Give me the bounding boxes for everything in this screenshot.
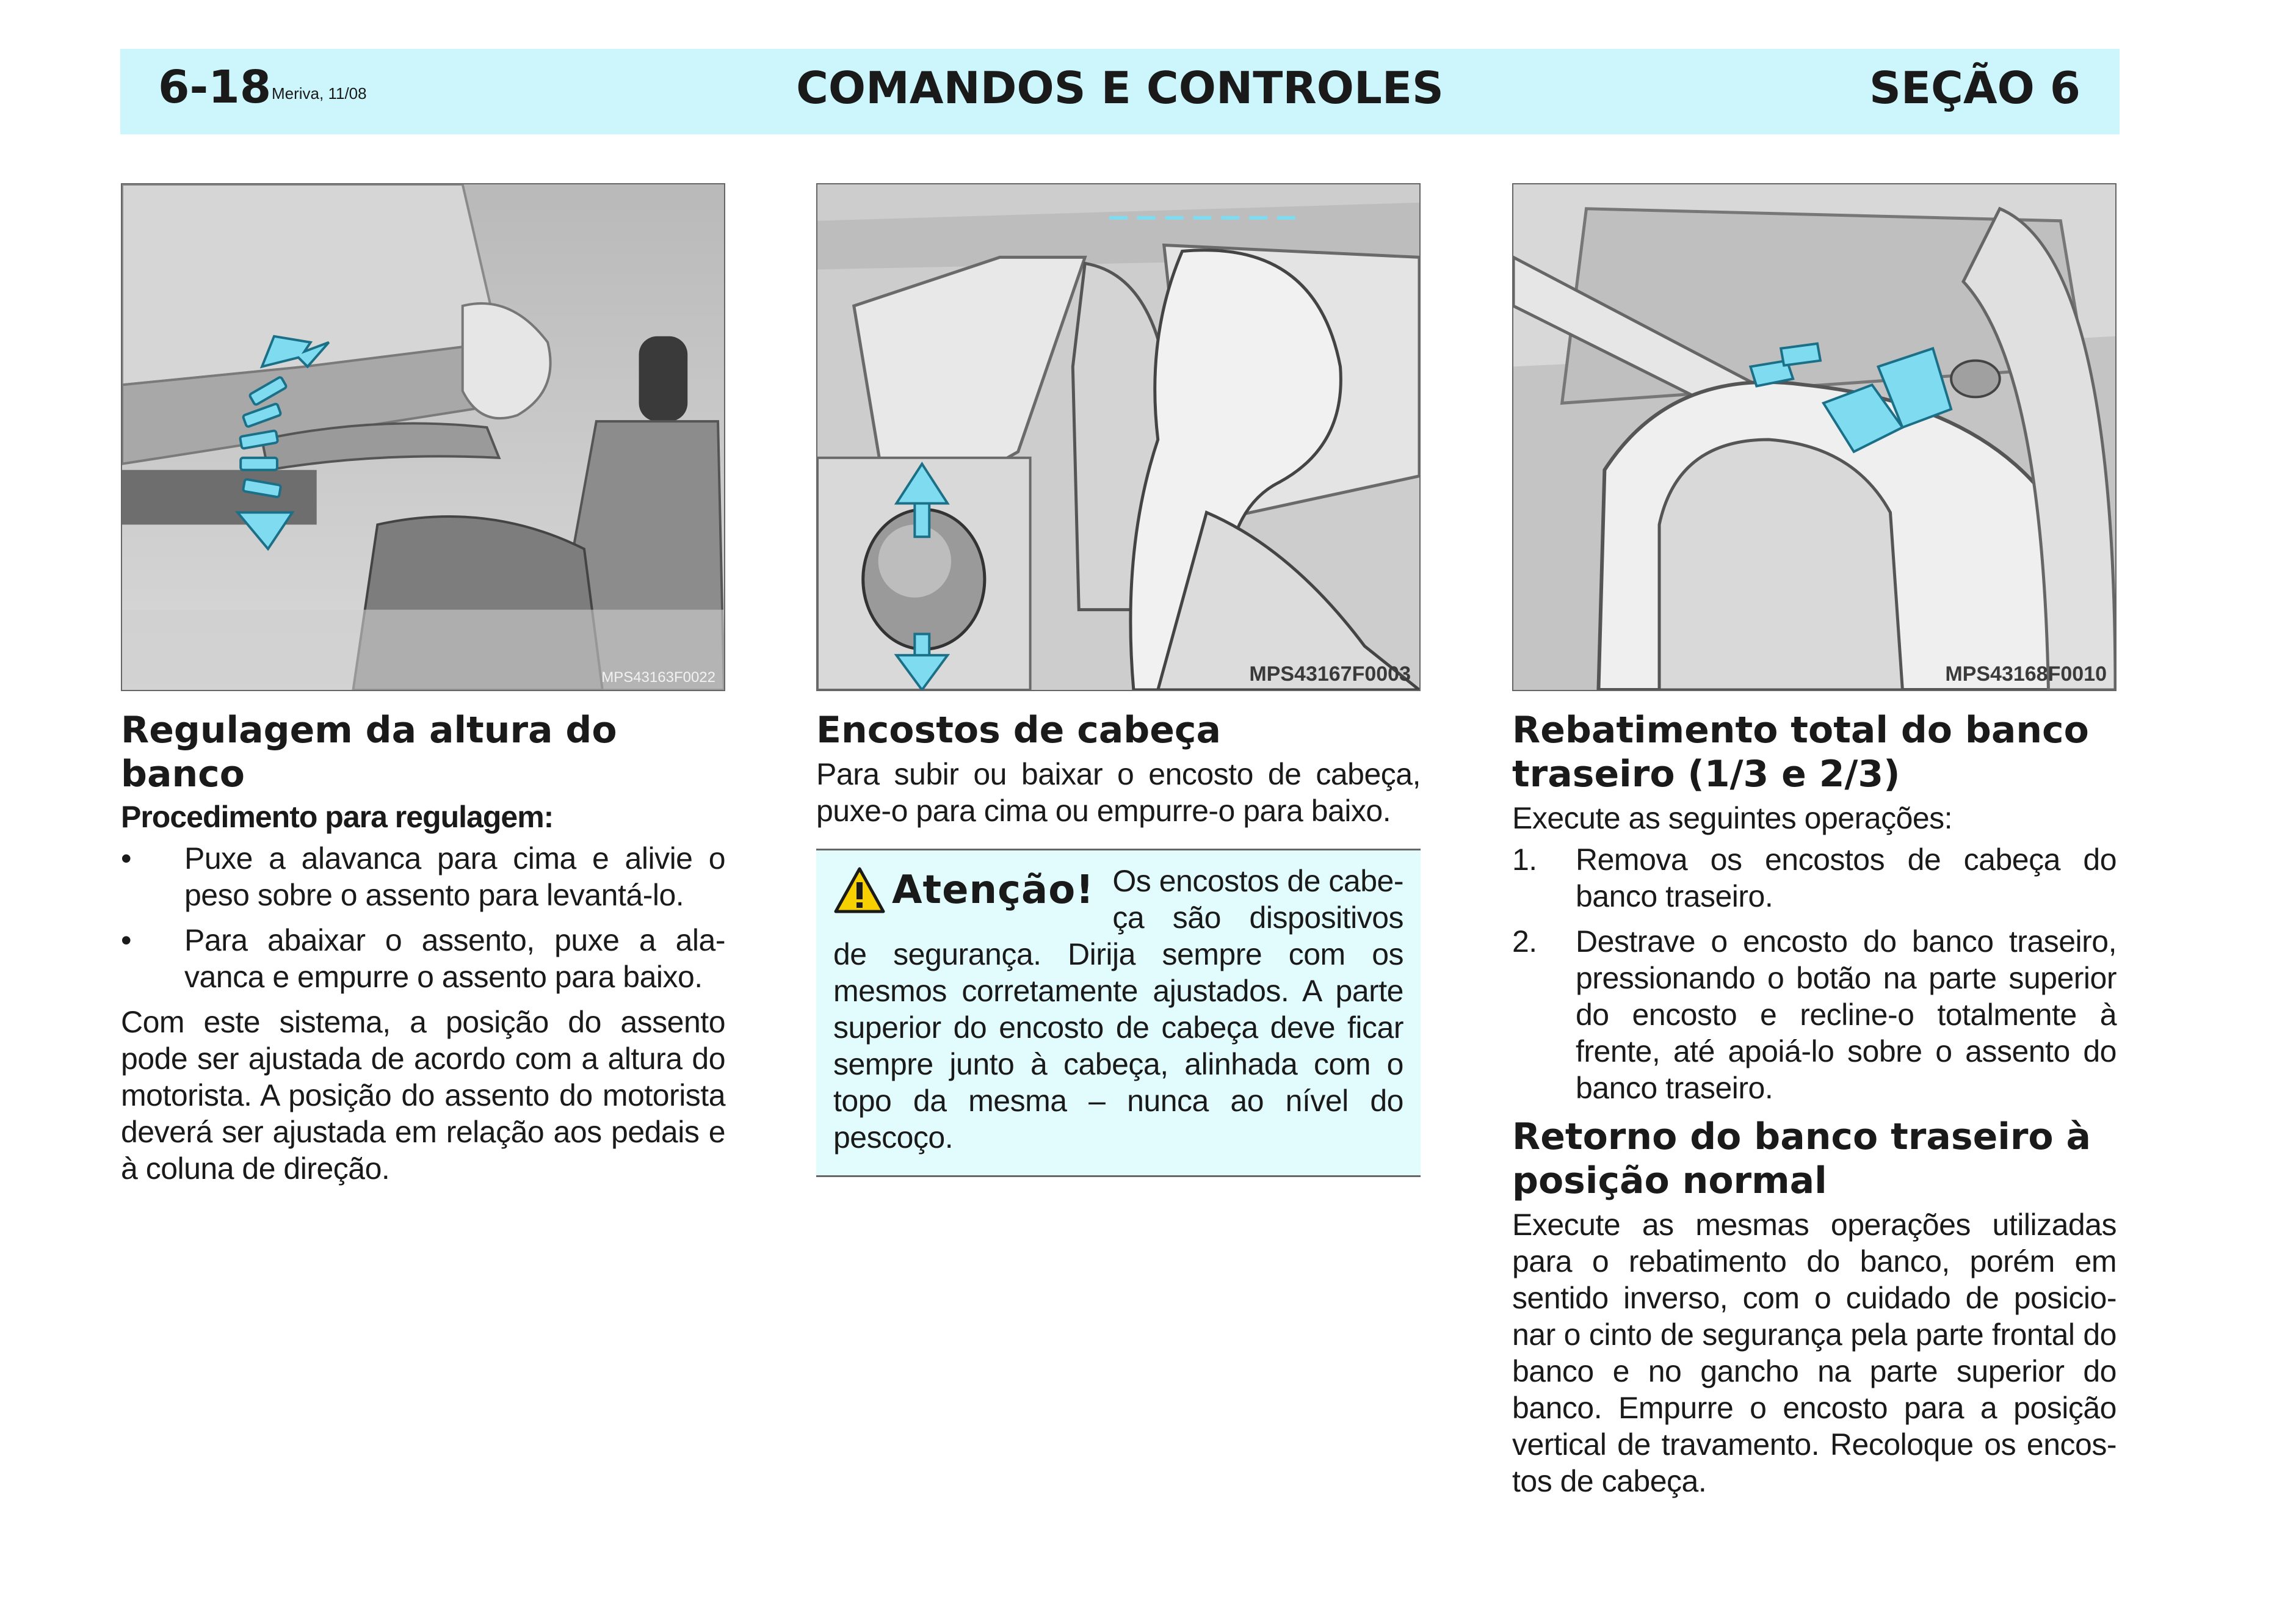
section-heading-2: Retorno do banco traseiro à posição normal bbox=[1512, 1115, 2091, 1202]
section-label: SEÇÃO 6 bbox=[1869, 62, 2080, 114]
figure-code: MPS43167F0003 bbox=[1249, 662, 1411, 686]
list-item: • Para abaixar o assento, puxe a ala-vanca e empurre o assento para baixo. bbox=[121, 923, 725, 994]
column-rear-seat bbox=[1512, 183, 2117, 1499]
body-paragraph: Execute as mesmas operações utilizadas para o rebatimento do banco, porém em sentido inverso, com o cuidado de posicio-nar o cinto de segurança pela parte frontal do banco e no gancho na parte superior do banco. Empurre o encosto para a posição vertical de travamento. Recoloque os encos-tos de cabeça. bbox=[1512, 1208, 2117, 1498]
steps-list bbox=[1512, 841, 2117, 1106]
seat-lever-drawing bbox=[122, 184, 724, 690]
seat-height-illustration bbox=[121, 183, 725, 691]
warning-triangle-icon bbox=[833, 866, 886, 914]
section-heading: Regulagem da altura do banco bbox=[121, 709, 617, 796]
figure-code: MPS43168F0010 bbox=[1945, 662, 2107, 686]
head-restraint-illustration bbox=[816, 183, 1421, 691]
warning-label: Atenção! bbox=[892, 868, 1095, 913]
page-number: 6-18 bbox=[158, 61, 272, 114]
procedure-list bbox=[121, 840, 725, 995]
list-item: 2. Destrave o encosto do banco traseiro, pressionando o botão na parte superior do encosto e recline-o totalmente à frente, até apoiá-lo sobre o assento do banco traseiro. bbox=[1512, 924, 2117, 1105]
step-number: 1. bbox=[1512, 843, 1537, 877]
bullet-marker: • bbox=[121, 923, 132, 957]
body-paragraph: Para subir ou baixar o encosto de cabeça, puxe-o para cima ou empurre-o para baixo. bbox=[816, 757, 1421, 828]
page-title: COMANDOS E CONTROLES bbox=[796, 62, 1444, 114]
intro-text: Execute as seguintes operações: bbox=[1512, 801, 1953, 835]
list-item: 1. Remova os encostos de cabeça do banco traseiro. bbox=[1512, 843, 2117, 913]
rear-seat-illustration bbox=[1512, 183, 2117, 691]
figure-code: MPS43163F0022 bbox=[601, 669, 715, 686]
head-restraint-drawing bbox=[817, 184, 1419, 690]
section-heading: Encostos de cabeça bbox=[816, 709, 1221, 752]
edition-label: Meriva, 11/08 bbox=[272, 84, 367, 103]
procedure-subheading: Procedimento para regulagem: bbox=[121, 800, 554, 834]
page-header bbox=[120, 49, 2120, 134]
section-heading: Rebatimento total do banco traseiro (1/3 e 2/3) bbox=[1512, 709, 2089, 796]
body-paragraph: Com este sistema, a posição do assento pode ser ajustada de acordo com a altura do motorista. A posição do assento do motorista deverá ser ajustada em relação aos pedais e à coluna de direção. bbox=[121, 1005, 725, 1186]
warning-header bbox=[833, 866, 1094, 914]
step-number: 2. bbox=[1512, 924, 1537, 959]
warning-box bbox=[816, 849, 1421, 1177]
list-item: • Puxe a alavanca para cima e alivie o peso sobre o assento para levantá-lo. bbox=[121, 841, 725, 912]
column-seat-height bbox=[121, 183, 725, 1187]
warning-text: Os encostos de cabe-ça são dispositivos de segurança. Dirija sempre com os mesmos corretamente ajustados. A parte superior do encosto de cabeça deve ficar sempre junto à cabeça, alinhada com o topo da mesma – nunca ao nível do pescoço. bbox=[833, 864, 1403, 1155]
column-head-restraints bbox=[816, 183, 1421, 1177]
rear-seat-drawing bbox=[1513, 184, 2115, 690]
bullet-marker: • bbox=[121, 841, 132, 875]
